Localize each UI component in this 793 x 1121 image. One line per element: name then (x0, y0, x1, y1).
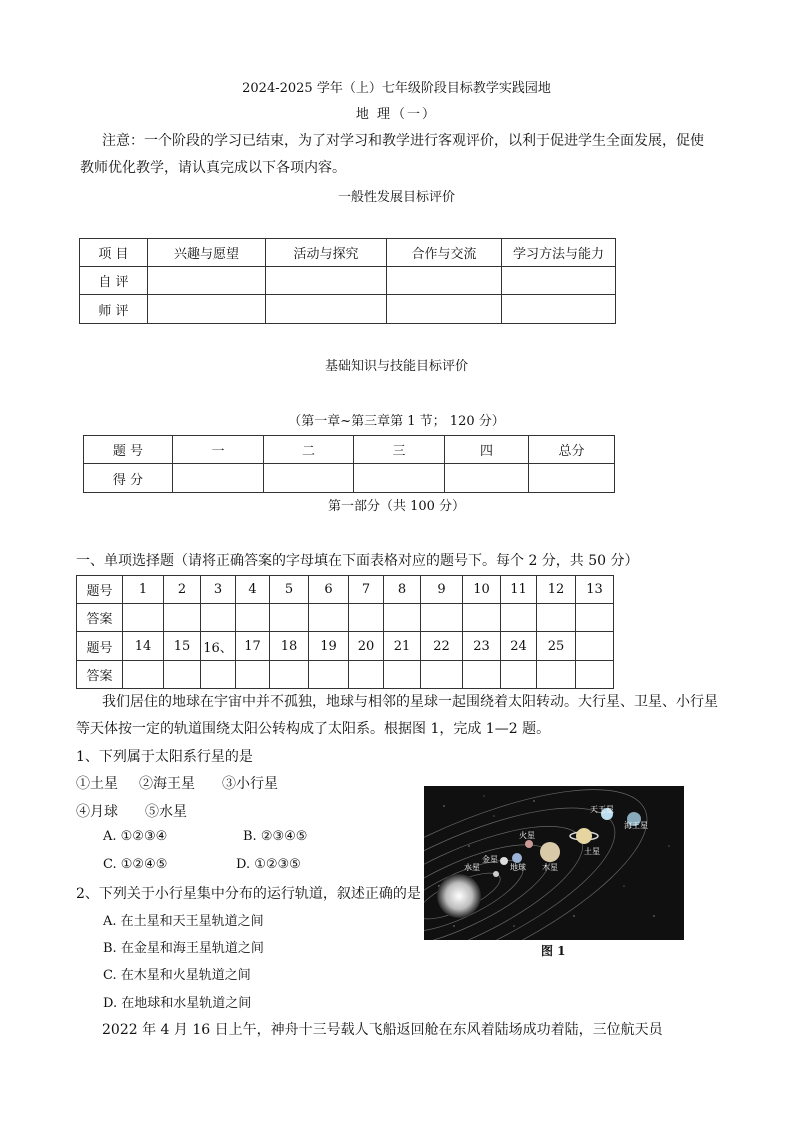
label-venus: 金星 (482, 855, 498, 864)
mercury-shape (493, 871, 499, 877)
question-2-stem: 2、下列关于小行星集中分布的运行轨道，叙述正确的是 (76, 886, 421, 902)
label-mercury: 水星 (464, 863, 480, 872)
answer-cell[interactable] (201, 661, 236, 689)
answer-cell[interactable] (123, 604, 164, 632)
question-number: 12 (537, 576, 576, 604)
part1-title: 第一部分（共 100 分） (327, 499, 466, 514)
general-eval-cell[interactable] (502, 267, 616, 295)
saturn-shape (576, 828, 592, 844)
venus-shape (500, 857, 508, 865)
q1-option-c[interactable]: C. ①②④⑤ (103, 857, 168, 872)
answer-table-label: 答案 (77, 661, 123, 689)
question-number: 25 (537, 632, 576, 661)
question-number: 15 (164, 632, 201, 661)
answer-cell[interactable] (421, 604, 463, 632)
answer-cell[interactable] (421, 661, 463, 689)
q2-option-c[interactable]: C. 在木星和火星轨道之间 (103, 968, 251, 983)
answer-cell[interactable] (309, 604, 349, 632)
answer-cell[interactable] (384, 661, 421, 689)
label-neptune: 海王星 (624, 821, 648, 830)
general-eval-header: 学习方法与能力 (502, 239, 616, 267)
question-number (576, 632, 614, 661)
score-cell[interactable] (354, 464, 445, 493)
paper-title: 2024-2025 学年（上）七年级阶段目标教学实践园地 (242, 81, 551, 96)
q1-option-b[interactable]: B. ②③④⑤ (243, 829, 308, 844)
answer-table-label: 答案 (77, 604, 123, 632)
q1-item: ④月球 (76, 804, 118, 820)
passage2-line-1: 2022 年 4 月 16 日上午，神舟十三号载人飞船返回舱在东风着陆场成功着陆，三位航天员 (102, 1022, 663, 1038)
general-eval-row-label: 自 评 (80, 267, 148, 295)
score-cell[interactable] (173, 464, 264, 493)
general-eval-cell[interactable] (387, 295, 502, 324)
score-header: 总分 (529, 436, 615, 464)
answer-cell[interactable] (463, 661, 501, 689)
q2-option-a[interactable]: A. 在土星和天王星轨道之间 (103, 914, 264, 929)
solar-system-diagram (424, 786, 684, 940)
q1-item: ③小行星 (222, 776, 278, 792)
label-jupiter: 木星 (542, 863, 558, 872)
question-number: 7 (349, 576, 384, 604)
question-number: 21 (384, 632, 421, 661)
general-eval-title: 一般性发展目标评价 (337, 190, 455, 205)
general-eval-cell[interactable] (148, 267, 266, 295)
sun-shape (437, 874, 481, 918)
score-table (83, 435, 615, 493)
passage-line-2: 等天体按一定的轨道围绕太阳公转构成了太阳系。根据图 1，完成 1—2 题。 (76, 721, 551, 737)
mars-shape (525, 840, 533, 848)
answer-cell[interactable] (201, 604, 236, 632)
general-eval-header: 兴趣与愿望 (148, 239, 266, 267)
label-saturn: 土星 (584, 847, 600, 856)
score-header: 题 号 (84, 436, 173, 464)
question-number: 17 (236, 632, 270, 661)
label-uranus: 天王星 (590, 805, 614, 814)
q1-item: ①土星 (76, 776, 118, 792)
q1-item: ⑤水星 (145, 804, 187, 820)
question-number: 9 (421, 576, 463, 604)
solar-system-figure (424, 786, 684, 940)
label-mars: 火星 (519, 831, 535, 840)
general-eval-cell[interactable] (502, 295, 616, 324)
question-number: 19 (309, 632, 349, 661)
score-row-label: 得 分 (84, 464, 173, 493)
jupiter-shape (540, 842, 560, 862)
score-cell[interactable] (264, 464, 354, 493)
question-1-stem: 1、下列属于太阳系行星的是 (76, 749, 253, 765)
question-number: 11 (501, 576, 537, 604)
basic-eval-title: 基础知识与技能目标评价 (324, 359, 468, 374)
q2-option-b[interactable]: B. 在金星和海王星轨道之间 (103, 941, 264, 956)
answer-cell[interactable] (501, 604, 537, 632)
general-eval-header: 活动与探究 (266, 239, 387, 267)
figure-caption: 图 1 (541, 944, 566, 958)
answer-cell[interactable] (537, 661, 576, 689)
answer-cell[interactable] (349, 661, 384, 689)
question-number: 18 (270, 632, 309, 661)
general-eval-table (79, 238, 616, 324)
question-number: 6 (309, 576, 349, 604)
general-eval-cell[interactable] (266, 267, 387, 295)
question-number: 24 (501, 632, 537, 661)
general-eval-cell[interactable] (387, 267, 502, 295)
answer-cell[interactable] (123, 661, 164, 689)
general-eval-header: 合作与交流 (387, 239, 502, 267)
q1-option-a[interactable]: A. ①②③④ (103, 829, 168, 844)
answer-cell[interactable] (236, 604, 270, 632)
score-cell[interactable] (445, 464, 529, 493)
score-header: 三 (354, 436, 445, 464)
score-header: 四 (445, 436, 529, 464)
section-1-title: 一、单项选择题（请将正确答案的字母填在下面表格对应的题号下。每个 2 分，共 50 分） (76, 553, 639, 569)
question-number: 22 (421, 632, 463, 661)
general-eval-cell[interactable] (266, 295, 387, 324)
answer-cell[interactable] (270, 604, 309, 632)
question-number: 8 (384, 576, 421, 604)
answer-cell[interactable] (309, 661, 349, 689)
answer-table-label: 题号 (77, 576, 123, 604)
passage-line-1: 我们居住的地球在宇宙中并不孤独，地球与相邻的星球一起围绕着太阳转动。大行星、卫星、小行星 (102, 694, 718, 710)
general-eval-cell[interactable] (148, 295, 266, 324)
answer-cell[interactable] (384, 604, 421, 632)
question-number: 14 (123, 632, 164, 661)
subject-title: 地 理（一） (355, 107, 438, 122)
answer-cell[interactable] (270, 661, 309, 689)
q1-option-d[interactable]: D. ①②③⑤ (236, 857, 301, 872)
q2-option-d[interactable]: D. 在地球和水星轨道之间 (103, 996, 252, 1011)
question-number: 1 (123, 576, 164, 604)
answer-cell[interactable] (463, 604, 501, 632)
score-cell[interactable] (529, 464, 615, 493)
answer-cell[interactable] (576, 604, 614, 632)
general-eval-header: 项 目 (80, 239, 148, 267)
answer-cell[interactable] (537, 604, 576, 632)
basic-eval-scope: （第一章~第三章第 1 节； 120 分） (288, 414, 505, 429)
question-number: 5 (270, 576, 309, 604)
answer-table-label: 题号 (77, 632, 123, 661)
question-number: 3 (201, 576, 236, 604)
earth-shape (512, 853, 522, 863)
question-number: 2 (164, 576, 201, 604)
question-number: 4 (236, 576, 270, 604)
question-number: 10 (463, 576, 501, 604)
answer-cell[interactable] (164, 661, 201, 689)
notice-line-1: 注意：一个阶段的学习已结束，为了对学习和教学进行客观评价，以利于促进学生全面发展，促使 (102, 133, 704, 149)
answer-table (76, 575, 614, 689)
question-number: 20 (349, 632, 384, 661)
question-number: 13 (576, 576, 614, 604)
score-header: 二 (264, 436, 354, 464)
general-eval-row-label: 师 评 (80, 295, 148, 324)
score-header: 一 (173, 436, 264, 464)
answer-cell[interactable] (576, 661, 614, 689)
label-earth: 地球 (510, 863, 526, 872)
notice-line-2: 教师优化教学，请认真完成以下各项内容。 (80, 160, 346, 176)
answer-cell[interactable] (501, 661, 537, 689)
answer-cell[interactable] (349, 604, 384, 632)
question-number: 16、 (201, 632, 236, 661)
q1-item: ②海王星 (139, 776, 195, 792)
answer-cell[interactable] (164, 604, 201, 632)
question-number: 23 (463, 632, 501, 661)
answer-cell[interactable] (236, 661, 270, 689)
